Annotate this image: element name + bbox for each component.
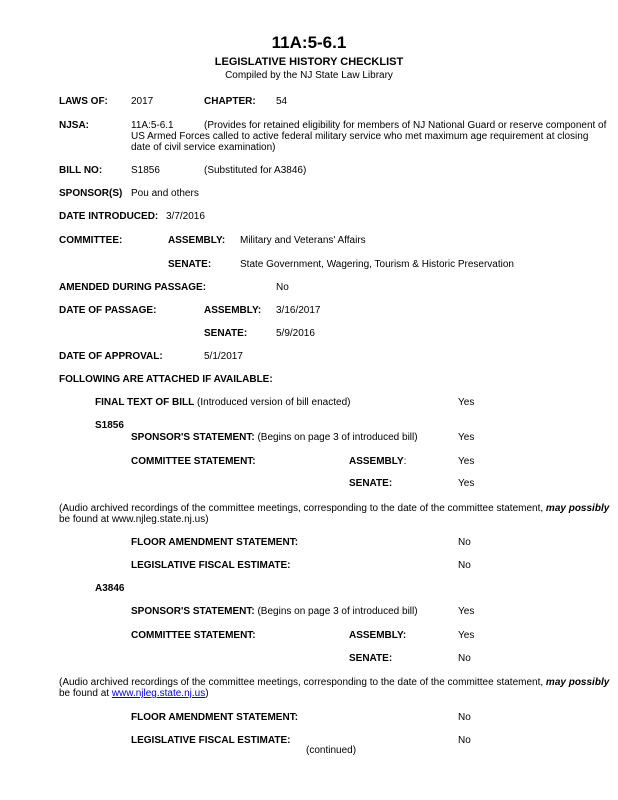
passage-senate-label: SENATE: [204,328,248,339]
s1856-floor-amendment-label: FLOOR AMENDMENT STATEMENT: [131,537,299,548]
s1856-audio-note-text: (Audio archived recordings of the committee meetings, corresponding to the date of the committee statement, [59,503,544,514]
a3846-audio-note-text: (Audio archived recordings of the committee meetings, corresponding to the date of the committee statement, [59,677,544,688]
amended-label: AMENDED DURING PASSAGE: [59,282,207,293]
committee-assembly-value: Military and Veterans' Affairs [240,235,366,246]
committee-senate-value: State Government, Wagering, Tourism & Historic Preservation [240,259,514,270]
bill-no-label: BILL NO: [59,165,103,176]
final-text-note: (Introduced version of bill enacted) [197,397,351,408]
a3846-committee-senate-value: No [458,653,471,664]
njsa-description-line-2: US Armed Forces called to active federal military service who met maximum age requirement at closing [131,131,589,142]
date-introduced-label: DATE INTRODUCED: [59,211,159,222]
laws-of-label: LAWS OF: [59,96,108,107]
passage-assembly-label: ASSEMBLY: [204,305,262,316]
passage-senate-value: 5/9/2016 [276,328,315,339]
page-title: 11A:5-6.1 [271,33,347,52]
sponsors-value: Pou and others [131,188,199,199]
njleg-website-link[interactable]: www.njleg.state.nj.us [111,688,206,699]
sponsors-label: SPONSOR(S) [59,188,123,199]
a3846-sponsor-statement-value: Yes [458,606,475,617]
s1856-sponsor-statement-label: SPONSOR'S STATEMENT: [131,432,255,443]
attached-heading: FOLLOWING ARE ATTACHED IF AVAILABLE: [59,374,273,385]
a3846-heading: A3846 [95,583,125,594]
s1856-sponsor-statement-note: (Begins on page 3 of introduced bill) [257,432,418,443]
a3846-sponsor-statement-note: (Begins on page 3 of introduced bill) [257,606,418,617]
njsa-value: 11A:5-6.1 [131,120,174,131]
checklist-subtitle: LEGISLATIVE HISTORY CHECKLIST [214,56,404,68]
final-text-value: Yes [458,397,475,408]
compiled-by: Compiled by the NJ State Law Library [225,70,393,81]
s1856-fiscal-estimate-label: LEGISLATIVE FISCAL ESTIMATE: [131,560,291,571]
s1856-committee-assembly-colon: : [403,456,407,467]
njsa-label: NJSA: [59,120,90,131]
date-of-approval-label: DATE OF APPROVAL: [59,351,163,362]
final-text-label: FINAL TEXT OF BILL [95,397,195,408]
committee-assembly-label: ASSEMBLY: [168,235,226,246]
a3846-floor-amendment-label: FLOOR AMENDMENT STATEMENT: [131,712,299,723]
s1856-committee-senate-value: Yes [458,478,475,489]
date-of-passage-label: DATE OF PASSAGE: [59,305,157,316]
a3846-fiscal-estimate-value: No [458,735,471,746]
a3846-audio-note-emphasis: may possibly [545,677,610,688]
s1856-committee-senate-label: SENATE: [349,478,393,489]
a3846-committee-statement-label: COMMITTEE STATEMENT: [131,630,256,641]
s1856-audio-note-line-2: be found at www.njleg.state.nj.us) [59,514,209,525]
a3846-sponsor-statement-row [131,606,418,618]
a3846-sponsor-statement-label: SPONSOR'S STATEMENT: [131,606,255,617]
s1856-audio-note-emphasis: may possibly [545,503,610,514]
a3846-floor-amendment-value: No [458,712,471,723]
s1856-sponsor-statement-value: Yes [458,432,475,443]
a3846-committee-assembly-label: ASSEMBLY: [349,630,407,641]
s1856-committee-statement-label: COMMITTEE STATEMENT: [131,456,256,467]
a3846-audio-note-suffix: ) [205,688,209,699]
s1856-sponsor-statement-row [131,432,418,444]
chapter-label: CHAPTER: [204,96,256,107]
s1856-fiscal-estimate-value: No [458,560,471,571]
laws-of-value: 2017 [131,96,154,107]
njsa-description-line-1: (Provides for retained eligibility for members of NJ National Guard or reserve component of [204,120,607,131]
s1856-committee-assembly-label [349,456,406,468]
bill-substitution-note: (Substituted for A3846) [204,165,307,176]
amended-value: No [276,282,289,293]
a3846-audio-note-prefix: be found at [59,688,110,699]
committee-label: COMMITTEE: [59,235,123,246]
s1856-committee-assembly-text: ASSEMBLY [349,456,404,467]
s1856-heading: S1856 [95,420,124,431]
s1856-floor-amendment-value: No [458,537,471,548]
bill-no-value: S1856 [131,165,160,176]
a3846-committee-senate-label: SENATE: [349,653,393,664]
a3846-committee-assembly-value: Yes [458,630,475,641]
committee-senate-label: SENATE: [168,259,212,270]
continued-note: (continued) [306,745,357,756]
date-of-approval-value: 5/1/2017 [204,351,243,362]
njsa-description-line-3: date of civil service examination) [131,142,276,153]
final-text-row [95,397,350,409]
passage-assembly-value: 3/16/2017 [276,305,321,316]
a3846-audio-note-line-2 [59,688,209,700]
a3846-fiscal-estimate-label: LEGISLATIVE FISCAL ESTIMATE: [131,735,291,746]
s1856-committee-assembly-value: Yes [458,456,475,467]
date-introduced-value: 3/7/2016 [166,211,205,222]
chapter-value: 54 [276,96,288,107]
